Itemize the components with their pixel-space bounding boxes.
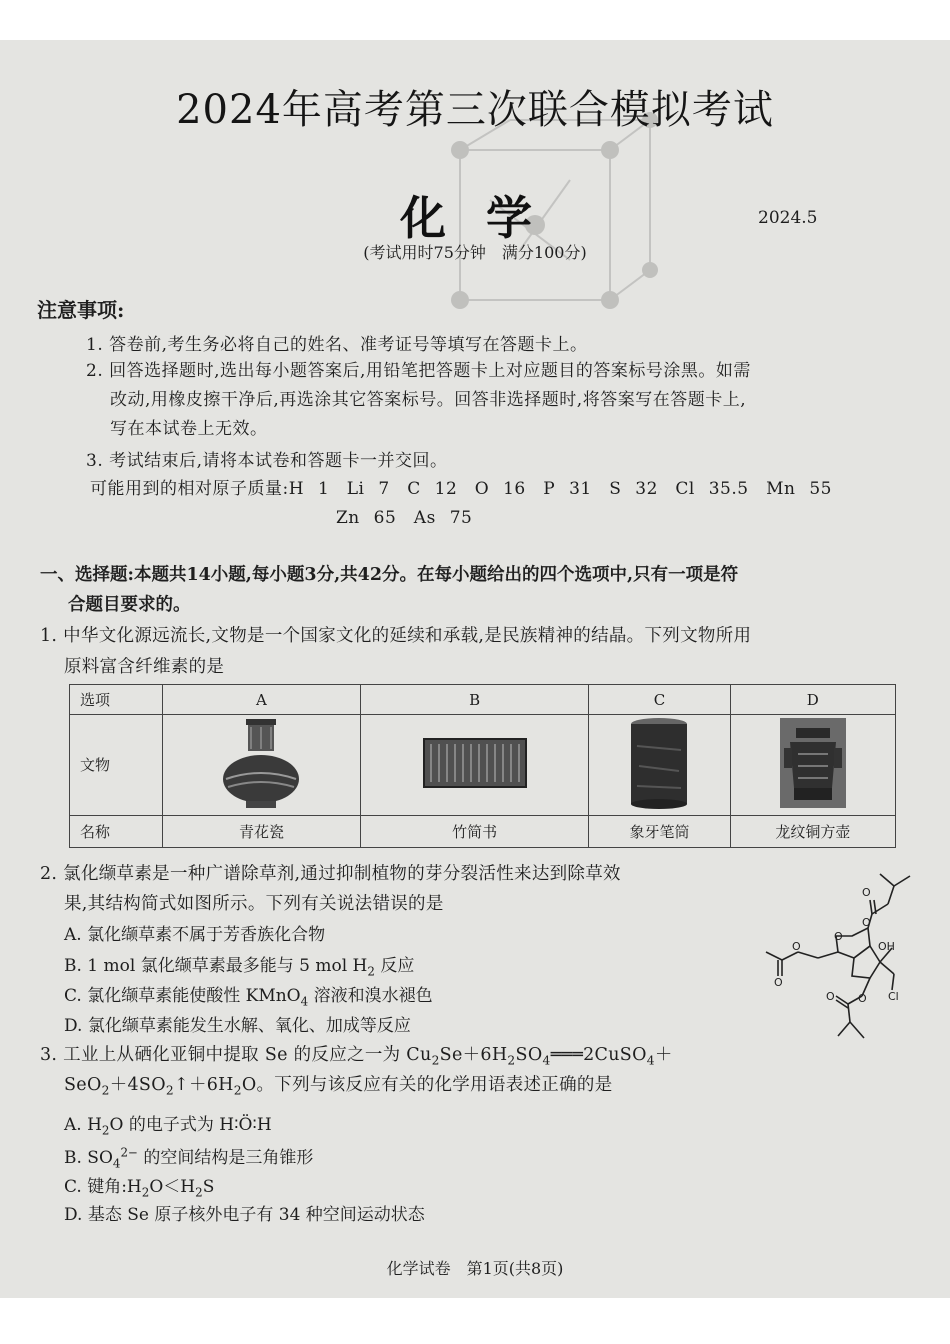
table-row-label-name: 名称	[70, 815, 163, 847]
question-2-option-a: A. 氯化缬草素不属于芳香族化合物	[64, 925, 326, 945]
svg-text:O: O	[862, 886, 871, 899]
relic-image-ivory-brush-pot	[589, 715, 730, 816]
table-header-d: D	[730, 685, 895, 715]
table-header-option: 选项	[70, 685, 163, 715]
question-1-text: 原料富含纤维素的是	[64, 657, 225, 677]
table-header-a: A	[163, 685, 361, 715]
page-footer: 化学试卷 第1页(共8页)	[386, 1259, 564, 1278]
exam-date: 2024.5	[758, 208, 818, 228]
section-heading: 合题目要求的。	[68, 595, 191, 615]
relic-image-vase	[163, 715, 361, 816]
exam-duration: (考试用时75分钟 满分100分)	[363, 243, 587, 262]
relic-image-bronze-square-pot	[730, 715, 895, 816]
note-line: 3. 考试结束后,请将本试卷和答题卡一并交回。	[86, 451, 448, 471]
question-2-option-b: B. 1 mol 氯化缬草素最多能与 5 mol $H_2$ 反应	[64, 956, 415, 979]
question-3-option-a: A. $H_2O$ 的电子式为 H∶Ö∶H	[64, 1115, 272, 1138]
section-heading: 一、选择题:本题共14小题,每小题3分,共42分。在每小题给出的四个选项中,只有一项是符	[40, 565, 739, 585]
question-3-option-c: C. 键角$:H_2O<H_2S$	[64, 1177, 215, 1200]
question-3-text: $SeO_2+4SO_2↑+6H_2O$。下列与该反应有关的化学用语表述正确的是	[64, 1075, 613, 1098]
relic-name-a: 青花瓷	[163, 815, 361, 847]
question-2-text: 果,其结构简式如图所示。下列有关说法错误的是	[64, 894, 444, 914]
svg-text:O: O	[862, 916, 871, 929]
artifact-table	[69, 684, 896, 848]
table-header-c: C	[589, 685, 730, 715]
svg-text:O: O	[834, 930, 843, 943]
question-2-text: 2. 氯化缬草素是一种广谱除草剂,通过抑制植物的芽分裂活性来达到除草效	[40, 864, 621, 884]
relic-name-b: 竹简书	[360, 815, 588, 847]
svg-text:Cl: Cl	[888, 990, 899, 1003]
question-3-option-b: B. $SO_4^{2-}$ 的空间结构是三角锥形	[64, 1145, 314, 1171]
relic-image-bamboo-slips	[360, 715, 588, 816]
notes-heading: 注意事项:	[37, 298, 125, 322]
question-2-option-c: C. 氯化缬草素能使酸性 KMnO$_4$ 溶液和溴水褪色	[64, 986, 433, 1009]
question-1-text: 1. 中华文化源远流长,文物是一个国家文化的延续和承载,是民族精神的结晶。下列文物所用	[40, 626, 752, 646]
note-line: 写在本试卷上无效。	[110, 419, 268, 439]
relic-name-c: 象牙笔筒	[589, 815, 730, 847]
svg-text:O: O	[826, 990, 835, 1003]
question-3-option-d: D. 基态 Se 原子核外电子有 34 种空间运动状态	[64, 1205, 425, 1225]
table-row-label-relic: 文物	[70, 715, 163, 816]
note-line: 1. 答卷前,考生务必将自己的姓名、准考证号等填写在答题卡上。	[86, 335, 588, 355]
atomic-mass-line: Zn 65 As 75	[336, 508, 473, 528]
note-line: 改动,用橡皮擦干净后,再选涂其它答案标号。回答非选择题时,将答案写在答题卡上,	[110, 390, 747, 410]
relic-name-d: 龙纹铜方壶	[730, 815, 895, 847]
exam-title: 2024年高考第三次联合模拟考试	[176, 87, 774, 133]
svg-text:O: O	[792, 940, 801, 953]
atomic-mass-line: 可能用到的相对原子质量:H 1 Li 7 C 12 O 16 P 31 S 32 Cl 35.5 Mn 55	[90, 479, 832, 499]
table-header-b: B	[360, 685, 588, 715]
structural-formula-diagram	[752, 866, 922, 1050]
question-3-text: 3. 工业上从硒化亚铜中提取 Se 的反应之一为 $Cu_2Se+6H_2SO_4═══2CuSO_4+$	[40, 1045, 673, 1068]
question-2-option-d: D. 氯化缬草素能发生水解、氧化、加成等反应	[64, 1016, 411, 1036]
note-line: 2. 回答选择题时,选出每小题答案后,用铅笔把答题卡上对应题目的答案标号涂黑。如需	[86, 361, 751, 381]
subject-title: 化学	[400, 191, 572, 245]
svg-text:O: O	[774, 976, 783, 989]
svg-text:O: O	[858, 992, 867, 1005]
svg-text:OH: OH	[878, 940, 895, 953]
